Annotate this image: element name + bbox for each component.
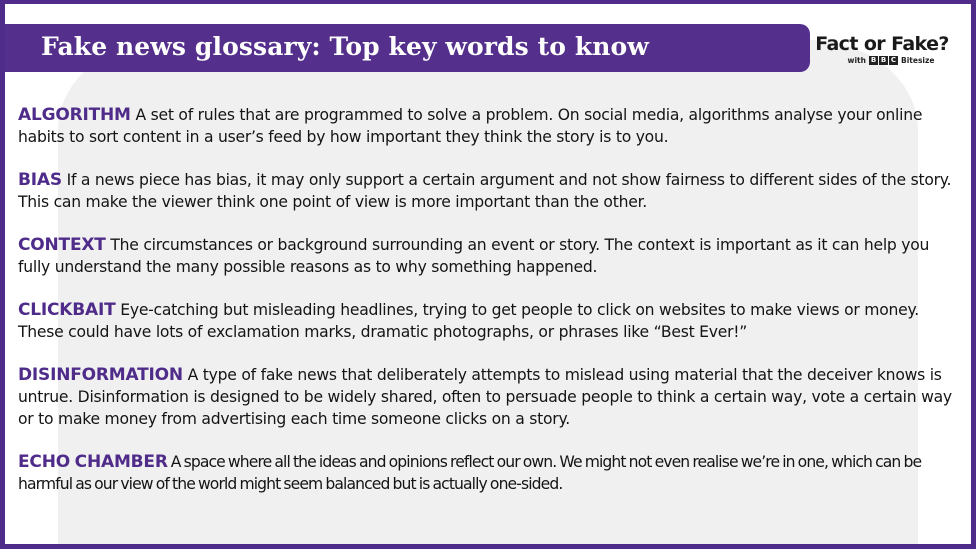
glossary-term: CLICKBAIT (18, 300, 116, 320)
page-title: Fake news glossary: Top key words to know (41, 32, 649, 61)
glossary-term: BIAS (18, 170, 62, 190)
glossary-definition: A set of rules that are programmed to solve a problem. On social media, algorithms analyse your online habits to sort content in a user’s feed by how important they think the story is to you. (18, 106, 923, 146)
glossary-definition: Eye-catching but misleading headlines, trying to get people to click on websites to make views or money. These could have lots of exclamation marks, dramatic photographs, or phrases like “Best Ever!” (18, 301, 919, 341)
glossary-term: DISINFORMATION (18, 365, 183, 385)
bbc-logo-icon (869, 56, 898, 65)
glossary-definition: A space where all the ideas and opinions reflect our own. We might not even realise we’re in one, which can be harmful as our view of the world might seem balanced but is actually one-sided. (18, 453, 922, 493)
brand-logo (807, 34, 957, 65)
brand-title: Fact or Fake? (815, 33, 949, 55)
glossary-entry-disinformation (18, 364, 958, 430)
glossary-list (18, 104, 958, 516)
bbc-block-c: C (890, 56, 897, 64)
glossary-entry-algorithm (18, 104, 958, 148)
title-bar (5, 24, 810, 72)
brand-with-label: with (847, 56, 866, 65)
glossary-definition: A type of fake news that deliberately attempts to mislead using material that the deceiver knows is untrue. Disinformation is designed to be widely shared, often to persuade people to think a certain way, vote a certain way or to make money from advertising each time someone clicks on a story. (18, 366, 952, 428)
glossary-entry-clickbait (18, 299, 958, 343)
glossary-definition: If a news piece has bias, it may only support a certain argument and not show fairness to different sides of the story. This can make the viewer think one point of view is more important than the other. (18, 171, 952, 211)
bbc-block-b1: B (870, 56, 877, 64)
glossary-term: CONTEXT (18, 235, 106, 255)
glossary-entry-context (18, 234, 958, 278)
glossary-definition: The circumstances or background surrounding an event or story. The context is important as it can help you fully understand the many possible reasons as to why something happened. (18, 236, 930, 276)
glossary-entry-echo-chamber (18, 451, 958, 495)
bbc-block-b2: B (880, 56, 887, 64)
brand-subtitle (807, 56, 957, 65)
glossary-entry-bias (18, 169, 958, 213)
glossary-term: ECHO CHAMBER (18, 452, 168, 472)
glossary-term: ALGORITHM (18, 105, 131, 125)
brand-product: Bitesize (900, 56, 935, 65)
